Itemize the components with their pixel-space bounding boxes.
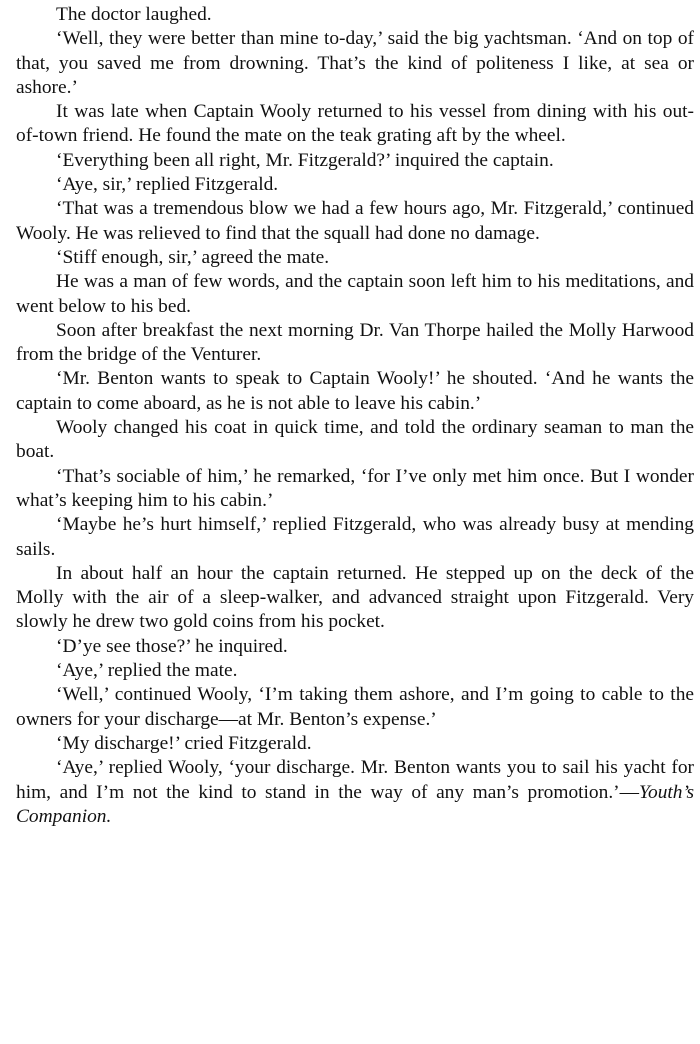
paragraph-3: It was late when Captain Wooly returned to his vessel from dining with his out-of-town friend. He found the mate on the teak grating aft by the wheel. xyxy=(16,101,694,147)
paragraph-11: Wooly changed his coat in quick time, and told the ordinary seaman to man the boat. xyxy=(16,417,694,463)
paragraph-17: ‘Well,’ continued Wooly, ‘I’m taking them ashore, and I’m going to cable to the owners for your discharge—at Mr. Benton’s expense.’ xyxy=(16,684,694,730)
paragraph-5: ‘Aye, sir,’ replied Fitzgerald. xyxy=(56,174,279,196)
paragraph-7: ‘Stiff enough, sir,’ agreed the mate. xyxy=(56,246,330,268)
paragraph-9: Soon after breakfast the next morning Dr. Van Thorpe hailed the Molly Harwood from the bridge of the Venturer. xyxy=(16,319,694,366)
paragraph-4: ‘Everything been all right, Mr. Fitzgerald?’ inquired the captain. xyxy=(56,149,554,171)
paragraph-16: ‘Aye,’ replied the mate. xyxy=(56,660,238,682)
source-attribution: Youth’s Companion. xyxy=(16,781,694,827)
paragraph-14: In about half an hour the captain returned. He stepped up on the deck of the Molly with the air of a sleep-walker, and advanced straight upon Fitzgerald. Very slowly he drew two gold coins from his pocket. xyxy=(16,562,694,633)
paragraph-2: ‘Well, they were better than mine to-day,’ said the big yachtsman. ‘And on top of that, you saved me from drowning. That’s the kind of politeness I like, at sea or ashore.’ xyxy=(16,28,694,98)
paragraph-13: ‘Maybe he’s hurt himself,’ replied Fitzgerald, who was already busy at mending sails. xyxy=(16,514,694,560)
paragraph-final xyxy=(16,756,694,829)
paragraph-10: ‘Mr. Benton wants to speak to Captain Wooly!’ he shouted. ‘And he wants the captain to come aboard, as he is not able to leave his cabin.’ xyxy=(16,368,694,414)
paragraph-8: He was a man of few words, and the captain soon left him to his meditations, and went below to his bed. xyxy=(16,271,694,317)
paragraph-18: ‘My discharge!’ cried Fitzgerald. xyxy=(56,732,312,754)
paragraph-1: The doctor laughed. xyxy=(56,4,212,25)
paragraph-6: ‘That was a tremendous blow we had a few hours ago, Mr. Fitzgerald,’ continued Wooly. He was relieved to find that the squall had done no damage. xyxy=(16,198,694,244)
paragraph-15: ‘D’ye see those?’ he inquired. xyxy=(56,635,288,657)
paragraph-12: ‘That’s sociable of him,’ he remarked, ‘for I’ve only met him once. But I wonder what’s keeping him to his cabin.’ xyxy=(16,465,694,511)
final-paragraph-text: ‘Aye,’ replied Wooly, ‘your discharge. Mr. Benton wants you to sail his yacht for him, and I’m not the kind to stand in the way of any man’s promotion.’— xyxy=(16,757,694,803)
